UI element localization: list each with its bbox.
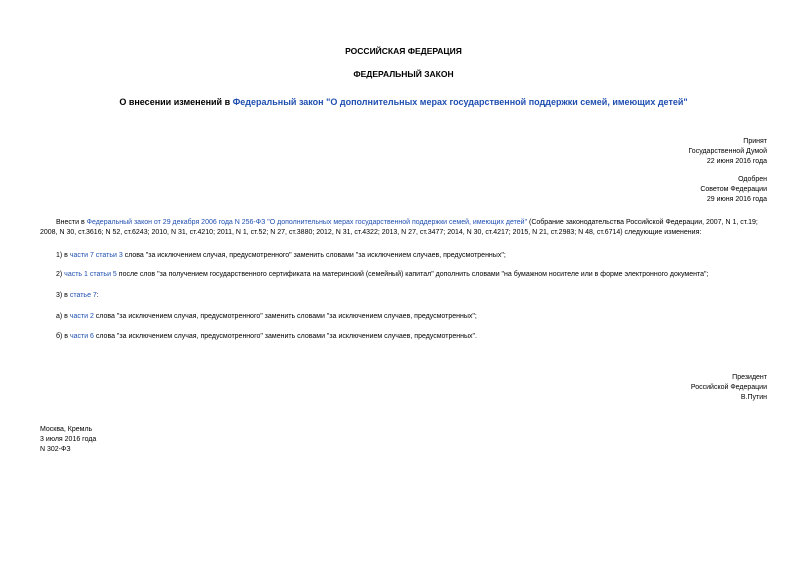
item2-prefix: 2) bbox=[56, 271, 65, 278]
law-number: N 302-ФЗ bbox=[40, 446, 71, 453]
item2-link[interactable]: часть 1 статьи 5 bbox=[64, 271, 117, 278]
signing-date: 3 июля 2016 года bbox=[40, 436, 97, 443]
accepted-label: Принят bbox=[743, 138, 767, 145]
item2-suffix: после слов "за получением государственного сертификата на материнский (семейный) капитал" дополнить словами "на бумажном носителе или в форме электронного документа"; bbox=[116, 271, 709, 278]
intro-prefix: Внести в bbox=[56, 219, 87, 226]
approved-date: 29 июня 2016 года bbox=[706, 196, 767, 203]
place-date-block bbox=[40, 425, 96, 455]
country-heading: РОССИЙСКАЯ ФЕДЕРАЦИЯ bbox=[345, 46, 462, 56]
intro-suffix: (Собрание законодательства Российской Федерации, 2007, N 1, ст.19; 2008, N 30, ст.3616; N 52, ст.6243; 2010, N 31, ст.4210; 2011, N 1, ст.52; N 27, ст.3880; 2012, N 31, ст.4322; 2013, N 27, ст.3477; 2014, N 30, ст.4217; 2015, N 21, ст.2983; N 48, ст.6714) следующие изменения: bbox=[40, 219, 758, 236]
item3-suffix: : bbox=[96, 292, 99, 299]
amendment-item-2 bbox=[56, 270, 770, 280]
item4-link[interactable]: части 2 bbox=[69, 313, 94, 320]
law-title-prefix: О внесении изменений в bbox=[119, 97, 233, 107]
item1-suffix: слова "за исключением случая, предусмотренного" заменить словами "за исключением случаев, предусмотренных"; bbox=[122, 252, 506, 259]
law-title-link[interactable]: Федеральный закон "О дополнительных мерах государственной поддержки семей, имеющих детей" bbox=[232, 97, 688, 107]
item5-link[interactable]: части 6 bbox=[69, 333, 94, 340]
item5-prefix: б) в bbox=[56, 333, 70, 340]
law-title bbox=[0, 97, 807, 107]
item4-suffix: слова "за исключением случая, предусмотренного" заменить словами "за исключением случаев, предусмотренных"; bbox=[93, 313, 477, 320]
intro-law-link[interactable]: Федеральный закон от 29 декабря 2006 года N 256-ФЗ "О дополнительных мерах государственной поддержки семей, имеющих детей" bbox=[86, 219, 528, 226]
amendment-item-3a bbox=[56, 312, 770, 322]
item1-link[interactable]: части 7 статьи 3 bbox=[69, 252, 123, 259]
approved-label: Одобрен bbox=[738, 176, 767, 183]
item3-link[interactable]: статье 7 bbox=[69, 292, 97, 299]
approved-body: Советом Федерации bbox=[700, 186, 767, 193]
item4-prefix: а) в bbox=[56, 313, 70, 320]
signing-place: Москва, Кремль bbox=[40, 426, 93, 433]
amendment-item-1 bbox=[56, 251, 770, 261]
president-country: Российской Федерации bbox=[690, 384, 767, 391]
approved-block bbox=[700, 175, 767, 205]
item3-prefix: 3) в bbox=[56, 292, 70, 299]
doc-type-heading: ФЕДЕРАЛЬНЫЙ ЗАКОН bbox=[353, 69, 454, 79]
president-name: В.Путин bbox=[740, 394, 767, 401]
accepted-block bbox=[688, 137, 767, 167]
item5-suffix: слова "за исключением случая, предусмотренного" заменить словами "за исключением случаев, предусмотренных". bbox=[93, 333, 477, 340]
amendment-item-3 bbox=[56, 291, 770, 301]
accepted-body: Государственной Думой bbox=[688, 148, 767, 155]
item1-prefix: 1) в bbox=[56, 252, 70, 259]
president-title: Президент bbox=[732, 374, 767, 381]
intro-paragraph bbox=[40, 218, 770, 238]
accepted-date: 22 июня 2016 года bbox=[706, 158, 767, 165]
amendment-item-3b bbox=[56, 332, 770, 342]
president-signature-block bbox=[691, 373, 767, 403]
